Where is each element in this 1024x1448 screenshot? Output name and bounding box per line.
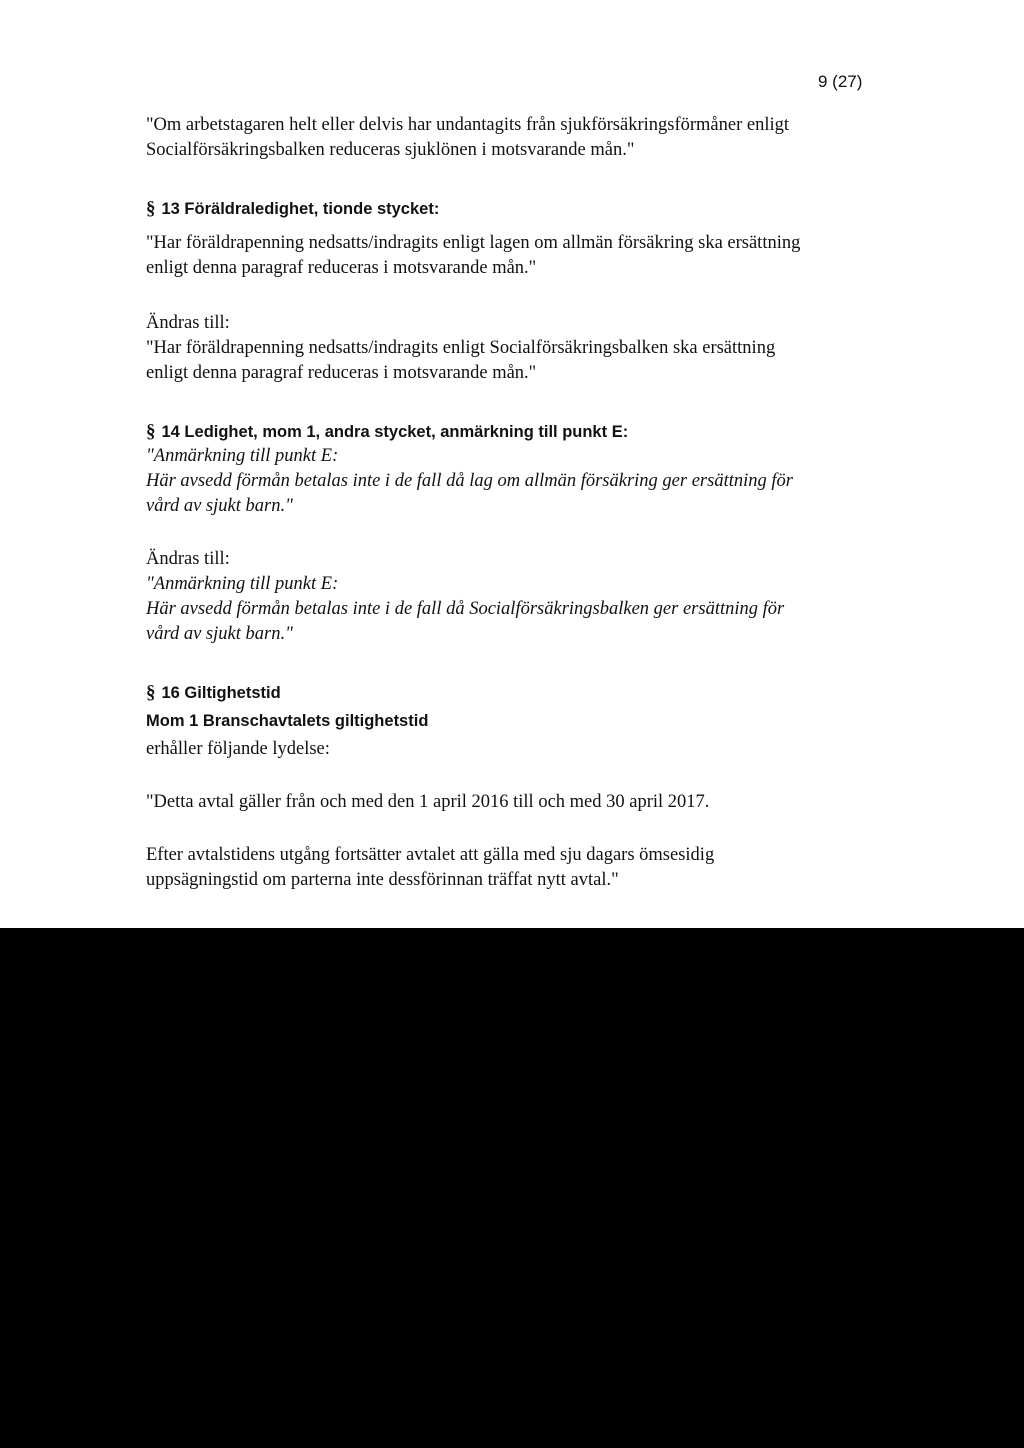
paragraph-line: uppsägningstid om parterna inte dessförinnan träffat nytt avtal." [146, 870, 619, 890]
quote-line: "Har föräldrapenning nedsatts/indragits enligt lagen om allmän försäkring ska ersättning [146, 233, 801, 253]
section-16-heading [146, 681, 906, 705]
section-14-title: 14 Ledighet, mom 1, andra stycket, anmärkning till punkt E: [161, 423, 629, 441]
document-body [146, 113, 906, 893]
quote-line: Här avsedd förmån betalas inte i de fall då Socialförsäkringsbalken ger ersättning för [146, 599, 785, 619]
section-13-changed-text [146, 336, 906, 386]
section-16-title: 16 Giltighetstid [161, 684, 281, 702]
quote-line: "Har föräldrapenning nedsatts/indragits enligt Socialförsäkringsbalken ska ersättning [146, 338, 776, 358]
quote-line: "Anmärkning till punkt E: [146, 446, 339, 466]
paragraph-line: Efter avtalstidens utgång fortsätter avtalet att gälla med sju dagars ömsesidig [146, 845, 715, 865]
section-14-original-text [146, 444, 906, 519]
section-symbol: § [146, 198, 156, 219]
section-13-change-label: Ändras till: [146, 313, 230, 333]
section-13-original-text [146, 231, 906, 281]
quote-line: "Anmärkning till punkt E: [146, 574, 339, 594]
section-16-paragraph-1: "Detta avtal gäller från och med den 1 april 2016 till och med 30 april 2017. [146, 792, 710, 812]
quote-line: Här avsedd förmån betalas inte i de fall då lag om allmän försäkring ger ersättning för [146, 471, 793, 491]
section-symbol: § [146, 682, 156, 703]
quote-line: vård av sjukt barn." [146, 496, 293, 516]
intro-paragraph [146, 113, 906, 163]
intro-line: Socialförsäkringsbalken reduceras sjuklönen i motsvarande mån." [146, 140, 635, 160]
intro-line: "Om arbetstagaren helt eller delvis har undantagits från sjukförsäkringsförmåner enligt [146, 115, 790, 135]
section-14-changed-text [146, 572, 906, 647]
quote-line: enligt denna paragraf reduceras i motsvarande mån." [146, 363, 537, 383]
section-16-lead: erhåller följande lydelse: [146, 739, 330, 759]
section-13-heading [146, 197, 906, 221]
section-symbol: § [146, 421, 156, 442]
quote-line: enligt denna paragraf reduceras i motsvarande mån." [146, 258, 537, 278]
section-16-paragraph-2 [146, 843, 906, 893]
section-13-title: 13 Föräldraledighet, tionde stycket: [161, 200, 440, 218]
section-14-heading [146, 420, 906, 444]
quote-line: vård av sjukt barn." [146, 624, 293, 644]
section-14-change-label: Ändras till: [146, 549, 230, 569]
section-16-subheading: Mom 1 Branschavtalets giltighetstid [146, 712, 429, 730]
page-number: 9 (27) [818, 72, 863, 91]
